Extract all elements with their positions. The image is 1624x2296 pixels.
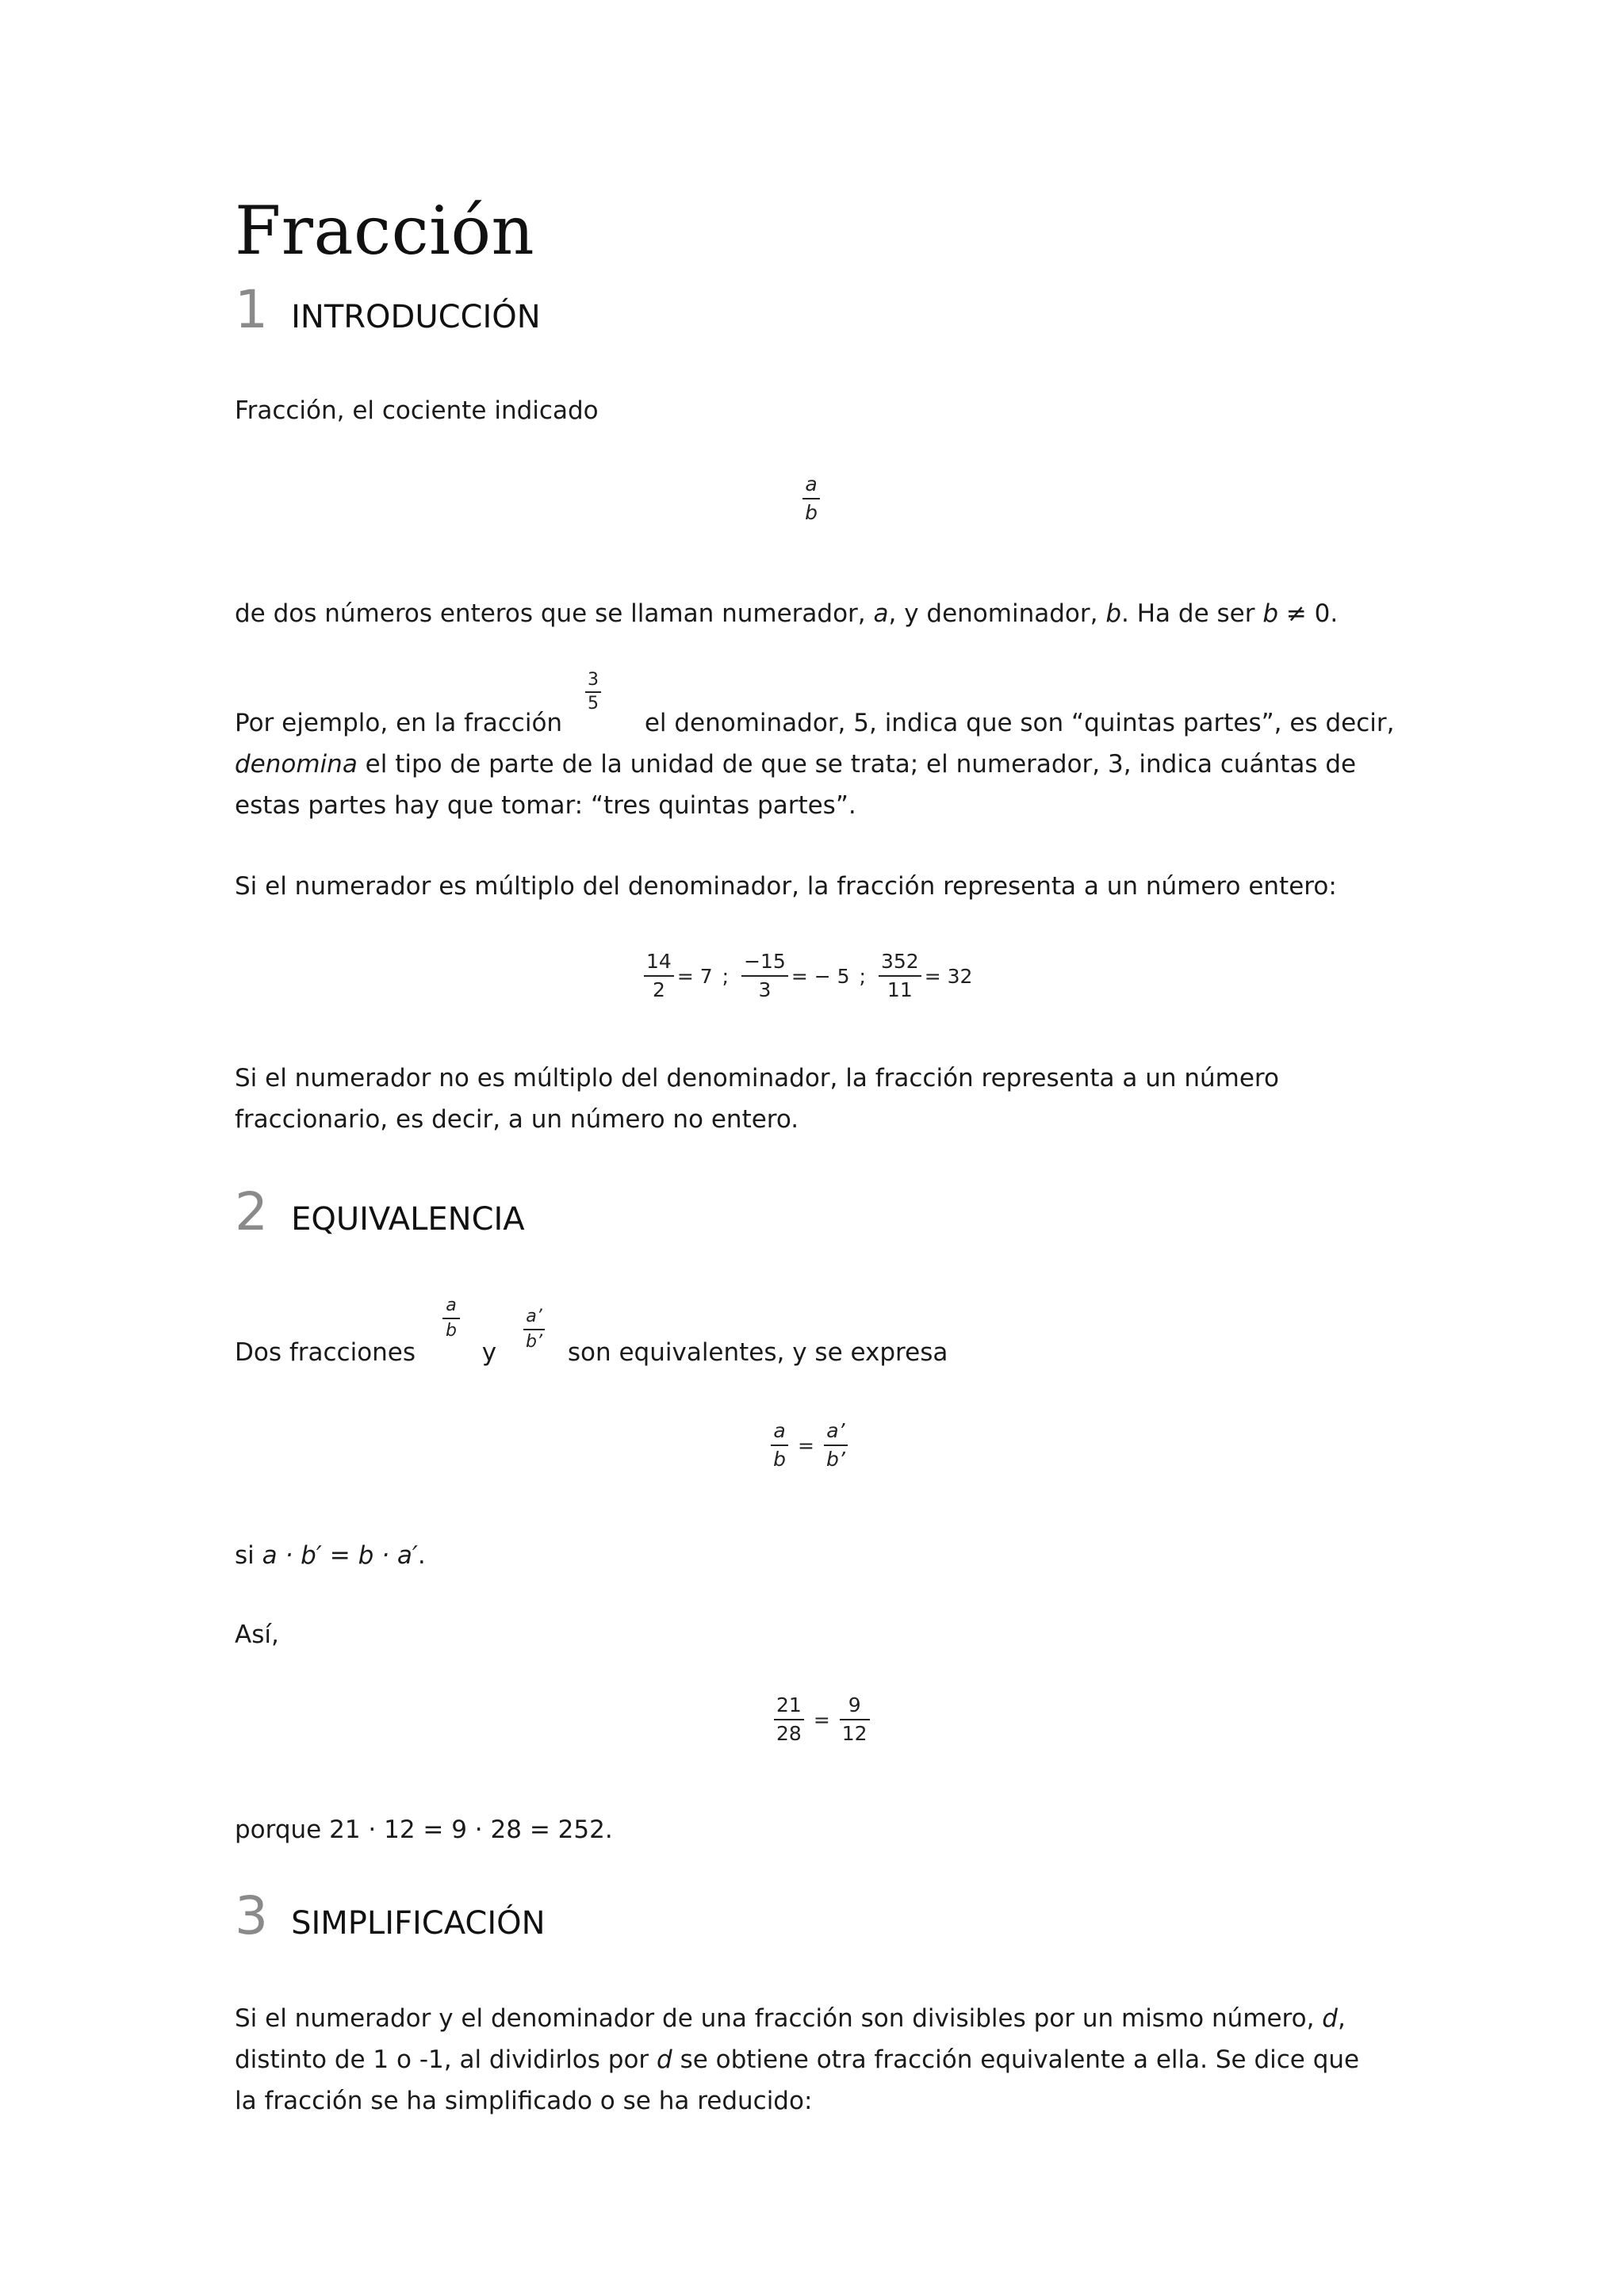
fraction-bar [741,975,788,977]
inline-fraction-3-5 [582,671,604,714]
intro-paragraph-2 [235,593,1338,634]
section-heading-simplificacion [235,1885,546,1946]
text: de dos números enteros que se llaman numerador, [235,599,874,628]
numerator: 3 [588,670,599,690]
result: = − 5 [791,964,850,988]
fraction-bar [824,1445,848,1446]
page-title: Fracción [235,192,535,270]
section-number: 1 [235,279,268,340]
text: el denominador, 5, indica que son “quintas partes”, es decir, [644,709,1395,737]
denominator: b [773,1448,786,1471]
section-number: 2 [235,1181,268,1242]
fraction-bar [840,1719,870,1720]
fraction [824,1419,848,1471]
text: si [235,1541,262,1570]
intro-paragraph-5-line-1: Si el numerador no es múltiplo del denominador, la fracción representa a un número [235,1064,1279,1093]
intro-paragraph-1: Fracción, el cociente indicado [235,396,599,425]
denominator: 5 [588,694,599,714]
text: , [1337,2004,1346,2033]
formula-integer-examples [641,950,972,1002]
var-a: a [873,599,889,628]
formula-a-over-b [799,473,823,525]
text: y [481,1338,497,1367]
fraction-bar [774,1719,804,1720]
fraction [442,1295,460,1341]
intro-paragraph-5-line-2: fraccionario, es decir, a un número no entero. [235,1105,799,1134]
intro-paragraph-3-line-3: estas partes hay que tomar: “tres quintas partes”. [235,791,856,820]
text: Dos fracciones [235,1338,416,1367]
section-title: INTRODUCCIÓN [291,299,541,335]
fraction [802,473,820,525]
text: el tipo de parte de la unidad de que se trata; el numerador, 3, indica cuántas de [357,750,1357,779]
var-d: d [657,2045,672,2074]
formula-21-28-equals-9-12 [771,1693,873,1746]
text: ≠ 0. [1278,599,1339,628]
equiv-paragraph-3: Así, [235,1621,279,1649]
separator: ; [859,964,866,988]
fraction-bar [585,691,601,693]
inline-fraction-a-b [439,1295,463,1341]
var-b: b [1105,599,1122,628]
equiv-paragraph-1 [235,1332,948,1373]
fraction [644,950,674,1002]
denominator: 3 [758,978,772,1001]
numerator: a’ [826,1419,845,1442]
numerator: a [773,1419,786,1442]
result: = 7 [676,964,713,988]
text: Por ejemplo, en la fracción [235,709,563,737]
denominator: 2 [652,978,665,1001]
intro-paragraph-3-line-1 [235,702,1394,744]
text: son equivalentes, y se expresa [567,1338,948,1367]
numerator: 9 [848,1693,861,1716]
section-title: SIMPLIFICACIÓN [291,1905,546,1942]
fraction-bar [879,975,921,977]
math-expression: a · b′ = b · a′ [262,1541,418,1570]
section-heading-introduccion [235,279,541,340]
text: . [417,1541,426,1570]
equiv-paragraph-2 [235,1535,426,1576]
emphasis: denomina [235,750,358,779]
numerator: 352 [880,950,919,973]
numerator: a’ [526,1307,542,1326]
separator: ; [722,964,730,988]
result: = 32 [924,964,973,988]
section-number: 3 [235,1885,268,1946]
simpl-line-2 [235,2039,1359,2080]
fraction [771,1419,788,1471]
var-b: b [1262,599,1278,628]
section-title: EQUIVALENCIA [291,1201,525,1238]
numerator: a [446,1295,457,1315]
simpl-line-3: la fracción se ha simplificado o se ha reducido: [235,2087,813,2115]
denominator: b’ [526,1332,542,1352]
numerator: 21 [776,1693,802,1716]
text: distinto de 1 o -1, al dividirlos por [235,2045,657,2074]
numerator: 14 [646,950,672,973]
fraction [523,1307,545,1353]
fraction-bar [771,1445,788,1446]
intro-paragraph-3-line-2 [235,744,1356,785]
denominator: b [805,501,818,524]
text: Si el numerador y el denominador de una fracción son divisibles por un mismo número, [235,2004,1323,2033]
fraction [774,1693,804,1746]
fraction [585,671,601,714]
denominator: b’ [825,1448,845,1471]
denominator: 12 [841,1722,868,1745]
fraction [741,950,788,1002]
section-heading-equivalencia [235,1181,525,1242]
equiv-paragraph-4: porque 21 · 12 = 9 · 28 = 252. [235,1816,613,1844]
text: . Ha de ser [1121,599,1263,628]
simpl-line-1 [235,1998,1346,2039]
inline-fraction-a-prime-b-prime [520,1307,548,1353]
formula-equivalence [768,1419,851,1471]
fraction-bar [442,1318,460,1319]
fraction [840,1693,870,1746]
fraction-bar [802,498,820,499]
fraction-bar [523,1329,545,1330]
equals-sign: = [798,1433,814,1457]
denominator: 11 [887,978,913,1001]
var-d: d [1322,2004,1338,2033]
numerator: −15 [744,950,786,973]
denominator: b [446,1321,457,1341]
fraction [879,950,921,1002]
text: , y denominador, [888,599,1106,628]
numerator: a [805,473,818,496]
denominator: 28 [776,1722,802,1745]
text: se obtiene otra fracción equivalente a ella. Se dice que [672,2045,1360,2074]
fraction-bar [644,975,674,977]
intro-paragraph-4: Si el numerador es múltiplo del denominador, la fracción representa a un número entero: [235,872,1337,901]
equals-sign: = [813,1708,830,1732]
